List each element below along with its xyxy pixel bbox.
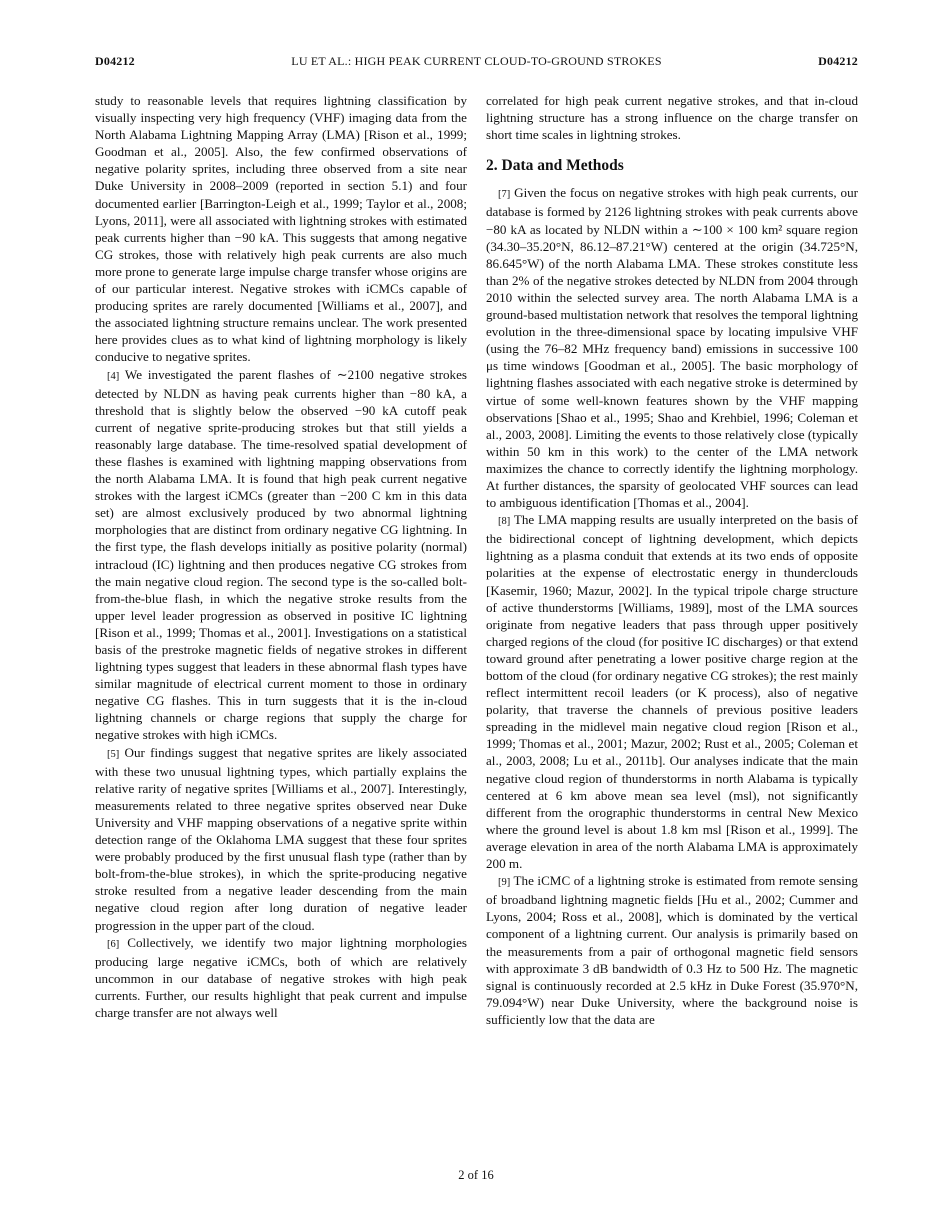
paragraph-8 bbox=[486, 511, 858, 872]
right-column bbox=[486, 92, 858, 1028]
header-running-title: LU ET AL.: HIGH PEAK CURRENT CLOUD-TO-GROUND STROKES bbox=[291, 54, 662, 68]
section-heading: 2. Data and Methods bbox=[486, 157, 624, 175]
paragraph-5 bbox=[95, 744, 467, 934]
paragraph-9 bbox=[486, 872, 858, 1028]
paragraph-text: We investigated the parent flashes of ∼2100 negative strokes detected by NLDN as having peak currents higher than −80 kA, a threshold that is slightly below the observed −90 kA cutoff peak current of negative sprite-producing strokes but that still yields a reasonably large database. The time-resolved spatial development of these flashes is examined with lightning mapping observations from the north Alabama LMA. It is found that high peak current negative strokes with the largest iCMCs (greater than −200 C km in this data set) are almost exclusively produced by two abnormal lightning morphologies that are distinct from ordinary negative CG lightning. In the first type, the flash develops initially as positive polarity (normal) intracloud (IC) lightning and then produces negative CG strokes from the main negative cloud region. The second type is the so-called bolt-from-the-blue flash, in which the negative stroke results from the upper level leader progression as observed in positive IC lightning [Rison et al., 1999; Thomas et al., 2001]. Investigations on a statistical basis of the prestroke magnetic fields of negative strokes in different lightning types suggest that leaders in these abnormal flash types have similar magnitude of electrical current moment to those in ordinary negative CG flashes. This in turn suggests that it is the in-cloud lightning channels or charge regions that supply the charge for negative strokes with high iCMCs. bbox=[95, 366, 467, 743]
paragraph-number: [6] bbox=[107, 938, 120, 950]
paragraph-text: Given the focus on negative strokes with high peak currents, our database is formed by 2126 lightning strokes with peak currents above −80 kA as located by NLDN within a ∼100 × 100 km² square region (34.30–35.20°N, 86.12–87.21°W) centered at the origin (34.725°N, 86.645°W) of the north Alabama LMA. These strokes constitute less than 2% of the negative strokes detected by NLDN from 2004 through 2010 within the selected survey area. The north Alabama LMA is a ground-based multistation network that resolves the temporal lightning evolution in the three-dimensional space by locating impulsive VHF (using the 76–82 MHz frequency band) emissions in successive 100 μs time windows [Goodman et al., 2005]. The basic morphology of lightning flashes associated with each negative stroke is determined by virtue of some well-known features shown by the VHF mapping observations [Shao et al., 1995; Shao and Krehbiel, 1996; Coleman et al., 2003, 2008]. Limiting the events to those relatively close (typically within 50 km in this work) to the center of the LMA network maximizes the chance to correctly identify the lightning morphology. At further distances, the sparsity of geolocated VHF sources can lead to ambiguous identification [Thomas et al., 2004]. bbox=[486, 185, 859, 511]
paragraph-continued: study to reasonable levels that requires lightning classification by visually inspecting very high frequency (VHF) imaging data from the North Alabama Lightning Mapping Array (LMA) [Rison et al., 1999; Goodman et al., 2005]. Also, the few confirmed observations of negative polarity sprites, including three observed from a site near Duke University in 2008–2009 (reported in section 5.1) and four documented earlier [Barrington-Leigh et al., 1999; Taylor et al., 2008; Lyons, 2011], were all associated with lightning strokes with estimated peak currents higher than −90 kA. This suggests that among negative CG strokes, those with relatively high peak currents are also much more prone to generate large impulse charge transfer whose origins are of our particular interest. Negative strokes with iCMCs capable of producing sprites are rarely documented [Williams et al., 2007], and the associated lightning structure remains unclear. The work presented here provides clues as to what kind of lightning morphology is likely conducive to negative sprites. bbox=[95, 93, 467, 365]
paragraph-text: Collectively, we identify two major lightning morphologies producing large negative iCMCs, both of which are relatively uncommon in our database of negative strokes with high peak currents. Further, our results highlight that peak current and impulse charge transfer are not always well bbox=[95, 934, 467, 1020]
paragraph-number: [8] bbox=[498, 516, 511, 528]
header-article-id-left: D04212 bbox=[95, 54, 135, 68]
paragraph-number: [9] bbox=[498, 877, 511, 889]
paragraph-7 bbox=[486, 184, 858, 511]
paragraph-4 bbox=[95, 366, 467, 744]
header-article-id-right: D04212 bbox=[818, 54, 858, 68]
paragraph-number: [7] bbox=[498, 189, 511, 201]
paragraph-text: Our findings suggest that negative sprites are likely associated with these two unusual lightning types, which partially explains the relative rarity of negative sprites [Williams et al., 2007]. Interestingly, measurements related to three negative sprites observed near Duke University and VHF mapping observations of a negative sprite within detection range of the Oklahoma LMA suggest that these four sprites were probably produced by the first unusual flash type (rather than by bolt-from-the-blue strokes), in which the sprite-producing negative stroke resulted from a negative leader descending from the main negative cloud region after long duration of negative leader progression in the upper part of the cloud. bbox=[95, 744, 467, 933]
page-number: 2 of 16 bbox=[458, 1168, 494, 1182]
paragraph-continued: correlated for high peak current negative strokes, and that in-cloud lightning structure has a strong influence on the charge transfer on short time scales in lightning strokes. bbox=[486, 93, 858, 143]
running-header bbox=[95, 54, 858, 72]
paragraph-number: [4] bbox=[107, 370, 120, 382]
paragraph-6 bbox=[95, 934, 467, 1021]
left-column bbox=[95, 92, 467, 1021]
paragraph-text: The iCMC of a lightning stroke is estimated from remote sensing of broadband lightning magnetic fields [Hu et al., 2002; Cummer and Lyons, 2004; Ross et al., 2008], which is dominated by the vertical component of a lightning current. Our analysis is primarily based on the measurements from a pair of orthogonal magnetic field sensors with approximate 3 dB bandwidth of 0.3 Hz to 500 Hz. The magnetic signal is continuously recorded at 2.5 kHz in Duke Forest (35.970°N, 79.094°W) near Duke University, where the background noise is sufficiently low that the data are bbox=[486, 873, 858, 1027]
paragraph-text: The LMA mapping results are usually interpreted on the basis of the bidirectional concept of lightning development, which depicts lightning as a plasma conduit that extends at its two ends of opposite polarities at the expense of electrostatic energy in thunderclouds [Kasemir, 1960; Mazur, 2002]. In the typical tripole charge structure of active thunderstorms [Williams, 1989], most of the LMA sources originate from negative leaders that pass through upper positively charged regions of the cloud (for positive IC discharges) or that extend toward ground after penetrating a lower positive charge region at the bottom of the cloud (for ordinary negative CG strokes); the rest mainly reflect intermittent recoil leaders (or K process), also of negative polarity, that traverse the channels of previous positive leaders spreading in the midlevel main negative cloud region [Rison et al., 1999; Thomas et al., 2001; Mazur, 2002; Rust et al., 2005; Coleman et al., 2003, 2008; Lu et al., 2011b]. Our analyses indicate that the main negative cloud region of thunderstorms in north Alabama is typically centered at 6 km above mean sea level (msl), not significantly different from the orographic thunderstorms in central New Mexico where the ground level is about 1.8 km msl [Rison et al., 1999]. The average elevation in area of the north Alabama LMA is approximately 200 m. bbox=[486, 512, 858, 872]
paragraph-number: [5] bbox=[107, 748, 120, 760]
